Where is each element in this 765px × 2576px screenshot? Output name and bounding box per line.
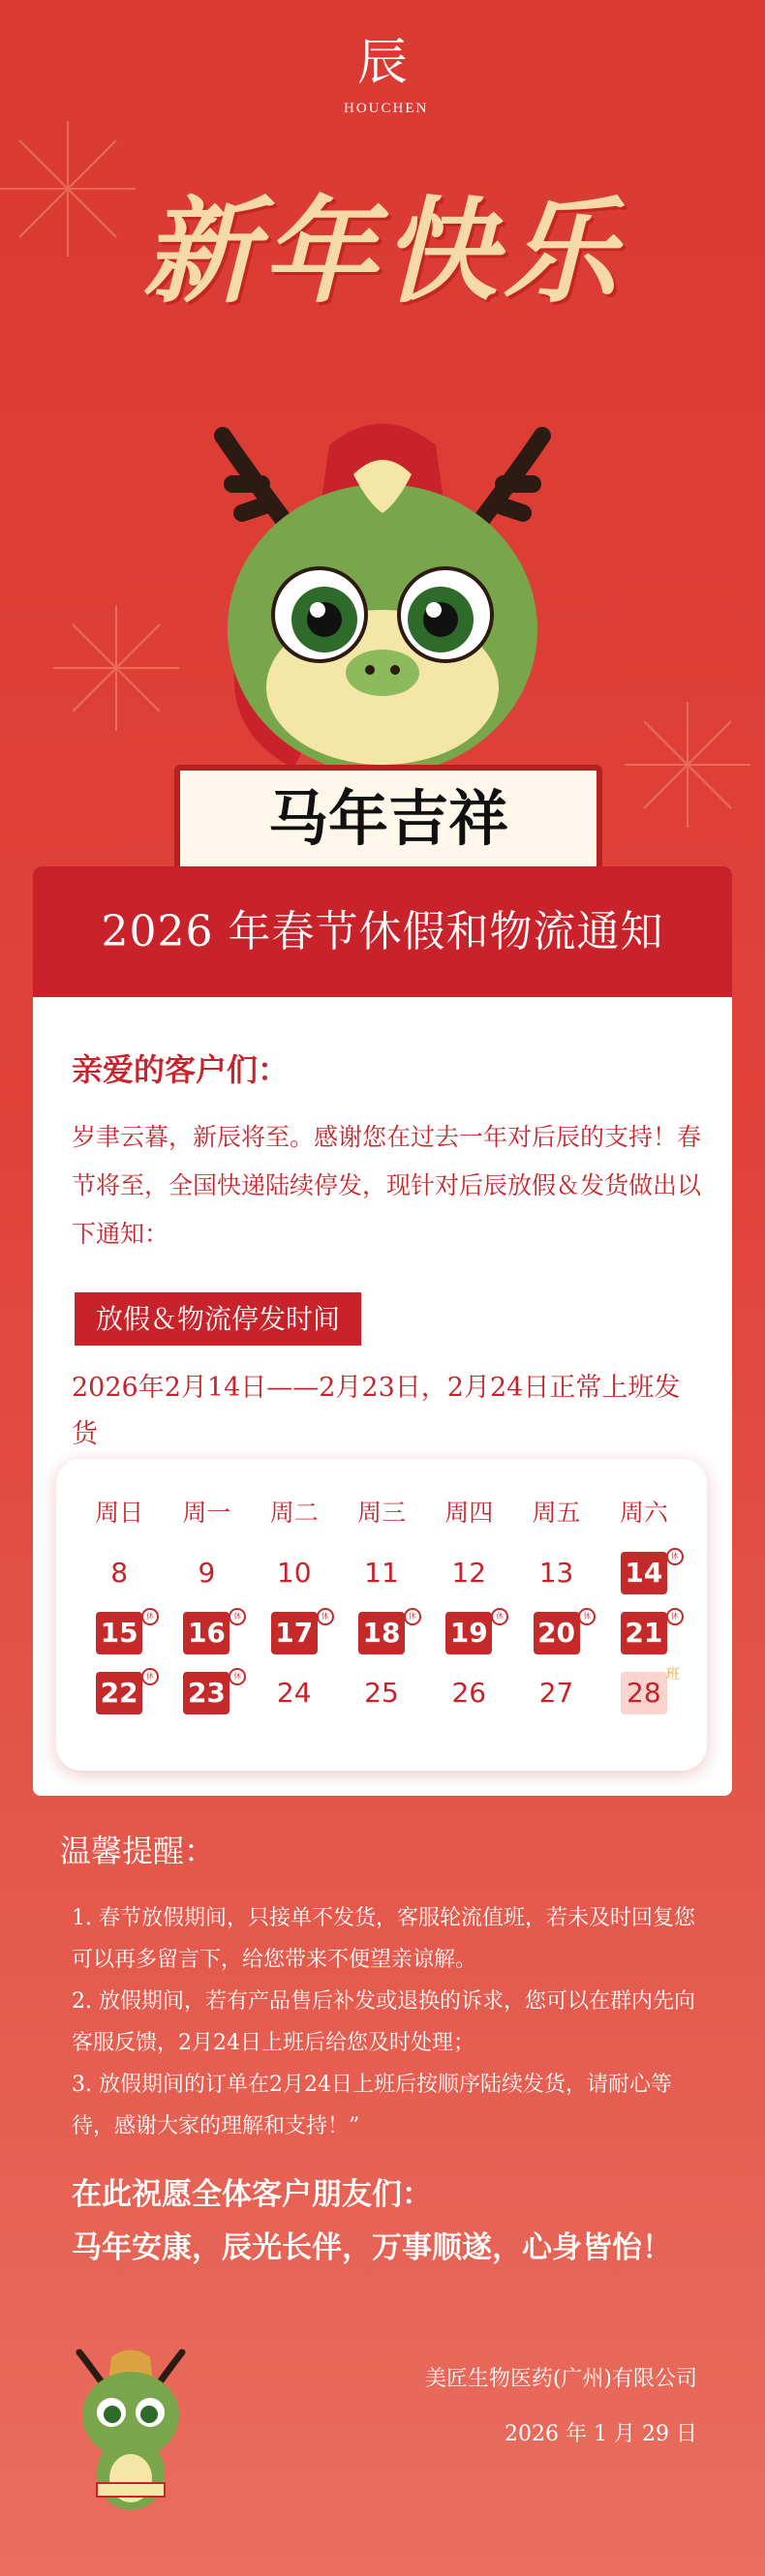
calendar-day-13 <box>512 1546 599 1600</box>
holiday-badge: 休 <box>491 1608 508 1625</box>
calendar-day-16 <box>163 1606 250 1660</box>
weekday-label: 周六 <box>619 1499 668 1527</box>
holiday-badge: 休 <box>229 1608 246 1625</box>
brand-logo <box>344 29 429 117</box>
dragon-illustration <box>155 407 610 794</box>
calendar-day-12 <box>425 1546 512 1600</box>
wish-line-2: 马年安康，辰光长伴，万事顺遂，心身皆怡！ <box>72 2230 672 2265</box>
day-number: 23 <box>183 1672 230 1714</box>
hero-title: 新年快乐 <box>141 184 623 318</box>
day-number: 28 <box>621 1672 667 1714</box>
holiday-dates: 2026年2月14日——2月23日，2月24日正常上班发货 <box>72 1373 681 1449</box>
signature-date: 2026 年 1 月 29 日 <box>505 2422 697 2446</box>
calendar-day-18 <box>338 1606 425 1660</box>
weekday-label: 周四 <box>444 1499 494 1527</box>
tip-item: 3. 放假期间的订单在2月24日上班后按顺序陆续发货，请耐心等待，感谢大家的理解和支持！” <box>72 2073 672 2138</box>
day-number: 17 <box>271 1612 318 1654</box>
calendar-day-26 <box>425 1666 512 1720</box>
greeting: 亲爱的客户们： <box>72 1051 290 1088</box>
day-number: 19 <box>445 1612 492 1654</box>
day-number: 9 <box>198 1557 216 1589</box>
holiday-badge: 休 <box>404 1608 421 1625</box>
calendar-day-27 <box>512 1666 599 1720</box>
wish-line-1: 在此祝愿全体客户朋友们： <box>72 2177 432 2212</box>
day-number: 27 <box>538 1677 574 1709</box>
calendar-day-17 <box>251 1606 338 1660</box>
calendar-grid <box>76 1486 688 1720</box>
day-number: 8 <box>110 1557 129 1589</box>
company-name: 美匠生物医药(广州)有限公司 <box>424 2367 697 2391</box>
weekday-label: 周五 <box>532 1499 581 1527</box>
tip-item: 1. 春节放假期间，只接单不发货，客服轮流值班，若未及时回复您可以再多留言下，给您带来不便望亲谅解。 <box>72 1906 695 1972</box>
day-number: 16 <box>183 1612 230 1654</box>
tips-title: 温馨提醒： <box>60 1833 216 1869</box>
day-number: 21 <box>621 1612 667 1654</box>
calendar-day-22 <box>76 1666 163 1720</box>
calendar <box>56 1459 707 1771</box>
calendar-day-8 <box>76 1546 163 1600</box>
calendar-day-10 <box>251 1546 338 1600</box>
calendar-day-24 <box>251 1666 338 1720</box>
workday-badge: 班 <box>665 1667 680 1682</box>
firework-right <box>620 697 755 833</box>
holiday-badge: 休 <box>141 1608 159 1625</box>
day-number: 18 <box>358 1612 405 1654</box>
day-number: 10 <box>276 1557 312 1589</box>
calendar-day-11 <box>338 1546 425 1600</box>
tips-list <box>72 1897 711 2147</box>
intro-text: 岁聿云暮，新辰将至。感谢您在过去一年对后辰的支持！春节将至，全国快递陆续停发，现针对后辰放假＆发货做出以下通知： <box>72 1123 702 1248</box>
day-number: 24 <box>276 1677 312 1709</box>
calendar-day-25 <box>338 1666 425 1720</box>
day-number: 15 <box>96 1612 142 1654</box>
holiday-badge: 休 <box>229 1668 246 1685</box>
holiday-tag: 放假＆物流停发时间 <box>75 1292 361 1346</box>
hero-banner: 马年吉祥 <box>174 765 602 873</box>
day-number: 14 <box>621 1552 667 1594</box>
day-number: 25 <box>364 1677 399 1709</box>
holiday-badge: 休 <box>666 1608 684 1625</box>
weekday-label: 周三 <box>356 1499 406 1527</box>
day-number: 26 <box>451 1677 487 1709</box>
calendar-day-23 <box>163 1666 250 1720</box>
calendar-day-21 <box>600 1606 688 1660</box>
calendar-day-19 <box>425 1606 512 1660</box>
holiday-badge: 休 <box>141 1668 159 1685</box>
weekday-label: 周日 <box>95 1499 144 1527</box>
calendar-day-20 <box>512 1606 599 1660</box>
holiday-badge: 休 <box>317 1608 334 1625</box>
wish-block <box>72 2168 730 2275</box>
holiday-badge: 休 <box>578 1608 596 1625</box>
calendar-day-9 <box>163 1546 250 1600</box>
calendar-day-15 <box>76 1606 163 1660</box>
weekday-label: 周二 <box>269 1499 319 1527</box>
notice-title: 2026 年春节休假和物流通知 <box>33 866 732 997</box>
holiday-badge: 休 <box>666 1548 684 1565</box>
calendar-day-14 <box>600 1546 688 1600</box>
weekday-label: 周一 <box>182 1499 231 1527</box>
day-number: 12 <box>451 1557 487 1589</box>
day-number: 20 <box>534 1612 580 1654</box>
day-number: 11 <box>364 1557 399 1589</box>
logo-mark: 辰 <box>356 34 408 92</box>
tip-item: 2. 放假期间，若有产品售后补发或退换的诉求，您可以在群内先向客服反馈，2月24日上班后给您及时处理； <box>72 1989 695 2055</box>
day-number: 22 <box>96 1672 142 1714</box>
mini-dragon-illustration <box>68 2343 194 2517</box>
calendar-day-28 <box>600 1666 688 1720</box>
day-number: 13 <box>538 1557 574 1589</box>
brand-name: HOUCHEN <box>344 101 429 116</box>
